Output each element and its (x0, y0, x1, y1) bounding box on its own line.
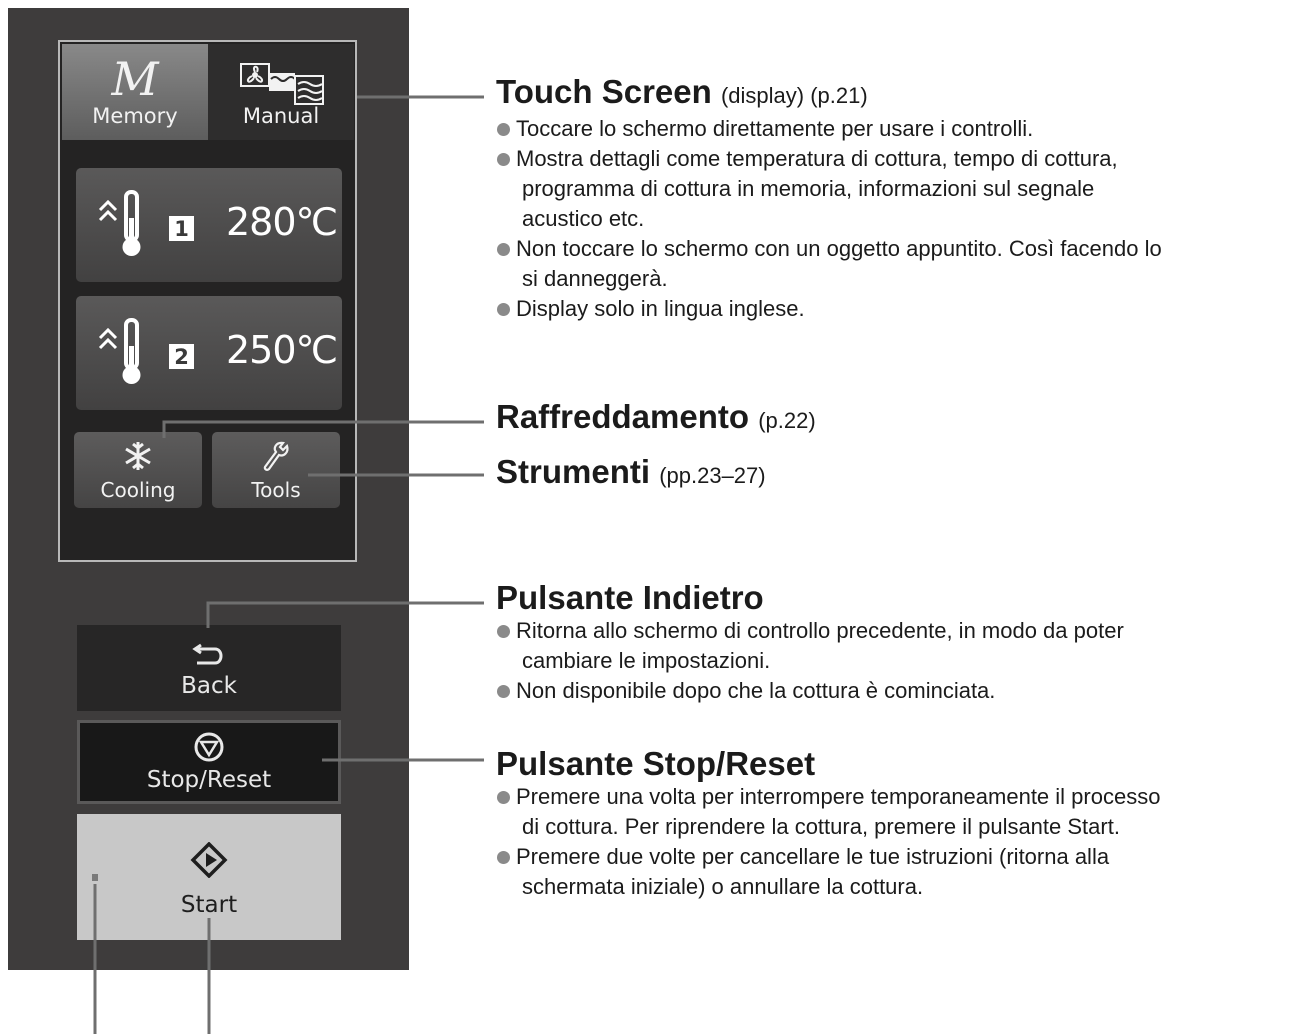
tools-label: Tools (251, 478, 301, 502)
stop-reset-label: Stop/Reset (146, 767, 272, 793)
zone-number: 1 (174, 217, 189, 241)
callout-title: Pulsante Indietro (496, 579, 764, 616)
callout-stop-reset (496, 746, 1160, 902)
temperature-value: 280℃ (226, 200, 338, 244)
callout-title: Raffreddamento (p.22) (496, 398, 816, 435)
bullet: Non disponibile dopo che la cottura è cominciata. (496, 676, 1124, 706)
callout-cooling (496, 399, 816, 439)
bullet: Premere due volte per cancellare le tue istruzioni (ritorna alla schermata iniziale) o annullare la cottura. (496, 842, 1160, 902)
bullet: Premere una volta per interrompere temporaneamente il processo di cottura. Per riprendere la cottura, premere il pulsante Start. (496, 782, 1160, 842)
bullet: Display solo in lingua inglese. (496, 294, 1162, 324)
bullet: Non toccare lo schermo con un oggetto appuntito. Così facendo lo si danneggerà. (496, 234, 1162, 294)
bullet: Ritorna allo schermo di controllo precedente, in modo da poter cambiare le impostazioni. (496, 616, 1124, 676)
callout-title: Strumenti (pp.23–27) (496, 453, 766, 490)
bullet: Mostra dettagli come temperatura di cottura, tempo di cottura, programma di cottura in memoria, informazioni sul segnale acustico etc. (496, 144, 1162, 234)
bullet: Toccare lo schermo direttamente per usare i controlli. (496, 114, 1162, 144)
leader-cooling (164, 422, 484, 438)
back-label: Back (181, 673, 237, 699)
callout-touch-screen (496, 74, 1162, 324)
leader-back (208, 603, 484, 628)
memory-icon: M (111, 52, 159, 106)
callout-tools (496, 454, 766, 494)
callout-title: Pulsante Stop/Reset (496, 745, 816, 782)
tab-manual-label: Manual (242, 104, 320, 128)
tab-memory-label: Memory (92, 104, 178, 128)
callout-back (496, 580, 1124, 706)
callout-title: Touch Screen (display) (p.21) (496, 73, 868, 110)
start-label: Start (180, 892, 238, 918)
temperature-value: 250℃ (226, 328, 338, 372)
cooling-label: Cooling (100, 478, 176, 502)
zone-number: 2 (174, 345, 189, 369)
